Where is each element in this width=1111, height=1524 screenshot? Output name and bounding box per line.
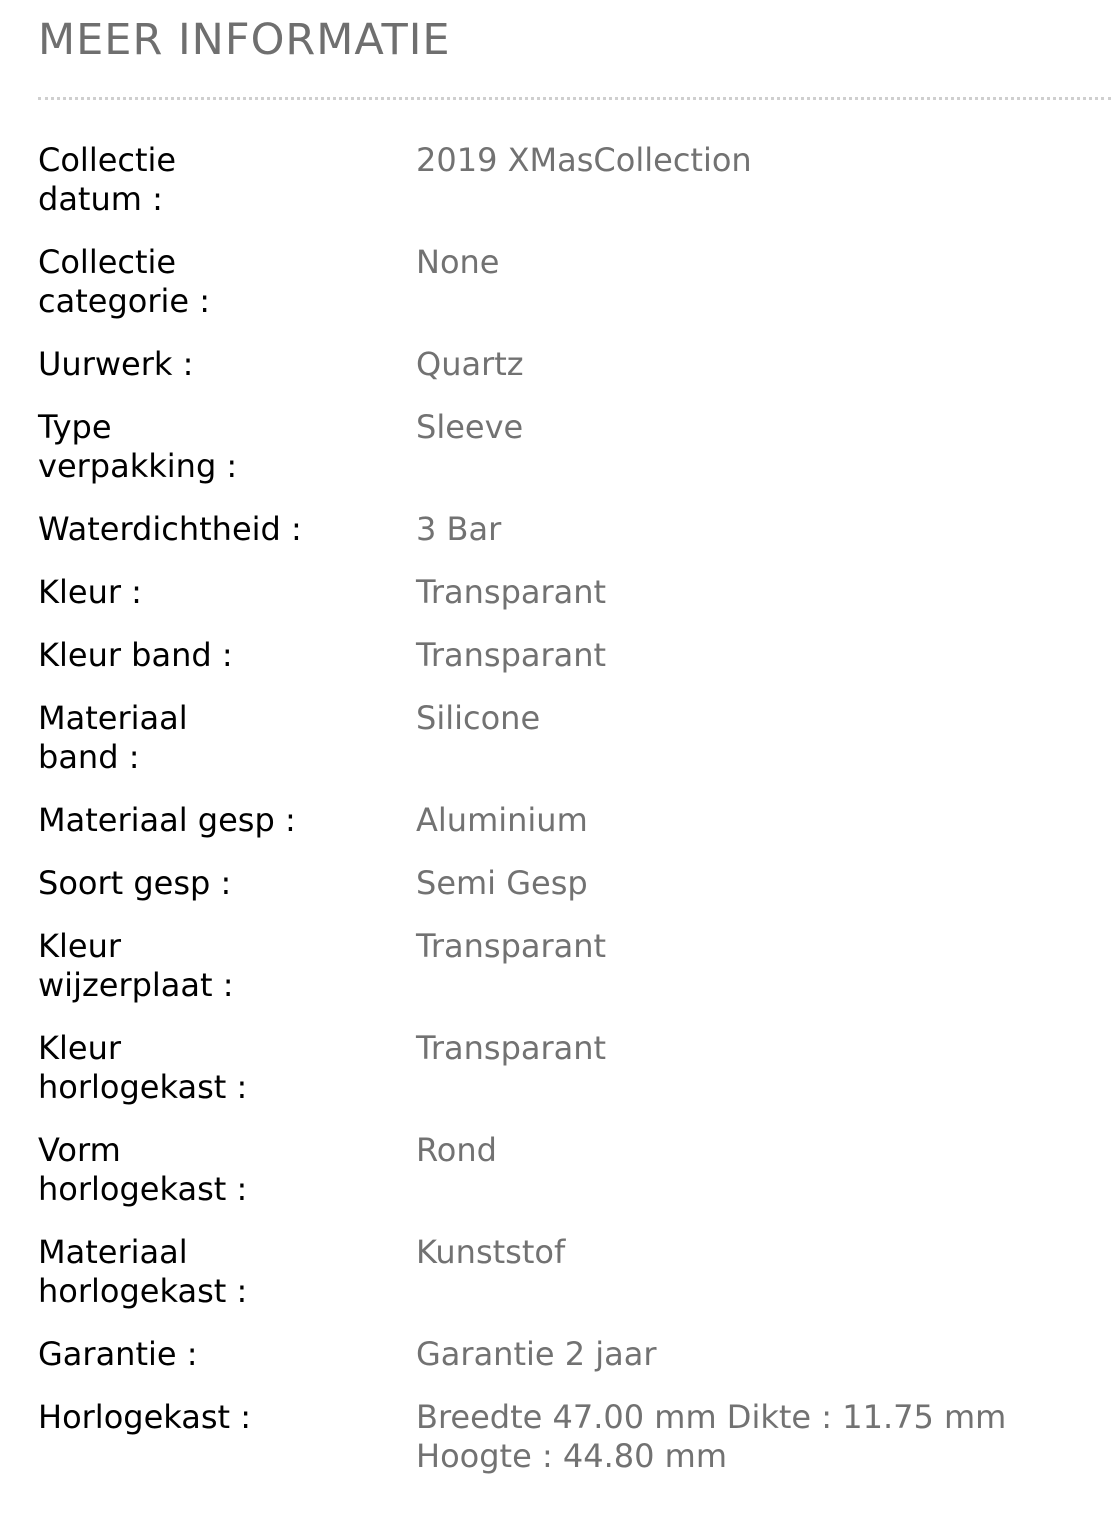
spec-row: [38, 1131, 1111, 1209]
spec-value: Garantie 2 jaar: [416, 1335, 657, 1373]
spec-value: Kunststof: [416, 1233, 566, 1271]
spec-value: Silicone: [416, 699, 541, 737]
spec-row: [38, 141, 1111, 219]
spec-value: Aluminium: [416, 801, 588, 839]
spec-row: [38, 573, 1111, 612]
spec-value: Transparant: [416, 573, 607, 611]
spec-label: Uurwerk :: [38, 345, 194, 383]
spec-value: 3 Bar: [416, 510, 502, 548]
spec-value: 2019 XMasCollection: [416, 141, 752, 179]
spec-label: Kleur :: [38, 573, 142, 611]
spec-row: [38, 636, 1111, 675]
spec-row: [38, 243, 1111, 321]
spec-label: Type verpakking :: [38, 408, 238, 485]
spec-list: [38, 141, 1111, 1500]
spec-value: Rond: [416, 1131, 497, 1169]
spec-row: [38, 1233, 1111, 1311]
spec-value: Transparant: [416, 636, 607, 674]
spec-label: Horlogekast :: [38, 1398, 252, 1436]
spec-value: None: [416, 243, 500, 281]
spec-value: Transparant: [416, 927, 607, 965]
spec-row: [38, 927, 1111, 1005]
spec-label: Soort gesp :: [38, 864, 232, 902]
dotted-divider: [38, 97, 1111, 100]
spec-row: [38, 1335, 1111, 1374]
spec-label: Vorm horlogekast :: [38, 1131, 248, 1208]
spec-label: Collectie categorie :: [38, 243, 211, 320]
spec-value: Sleeve: [416, 408, 524, 446]
spec-label: Kleur horlogekast :: [38, 1029, 248, 1106]
spec-row: [38, 345, 1111, 384]
spec-value: Semi Gesp: [416, 864, 588, 902]
spec-label: Materiaal gesp :: [38, 801, 296, 839]
spec-label: Materiaal band :: [38, 699, 188, 776]
spec-value: Breedte 47.00 mm Dikte : 11.75 mm Hoogte : 44.80 mm: [416, 1398, 1007, 1475]
spec-row: [38, 510, 1111, 549]
spec-label: Kleur wijzerplaat :: [38, 927, 234, 1004]
spec-row: [38, 1398, 1111, 1476]
spec-row: [38, 699, 1111, 777]
spec-value: Transparant: [416, 1029, 607, 1067]
spec-row: [38, 801, 1111, 840]
spec-label: Kleur band :: [38, 636, 233, 674]
section-title: MEER INFORMATIE: [38, 15, 451, 65]
spec-row: [38, 408, 1111, 486]
spec-label: Waterdichtheid :: [38, 510, 302, 548]
spec-label: Materiaal horlogekast :: [38, 1233, 248, 1310]
spec-row: [38, 864, 1111, 903]
spec-label: Collectie datum :: [38, 141, 177, 218]
spec-value: Quartz: [416, 345, 524, 383]
spec-label: Garantie :: [38, 1335, 198, 1373]
spec-row: [38, 1029, 1111, 1107]
